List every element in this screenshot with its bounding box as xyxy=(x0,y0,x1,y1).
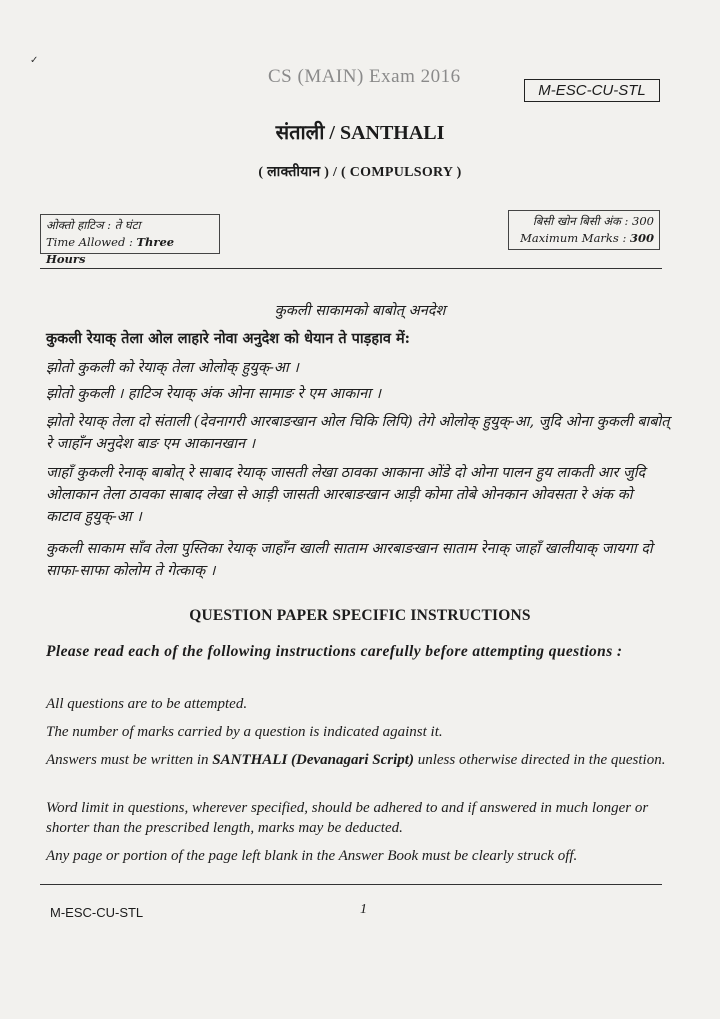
hindi-instruction-3: झोतो रेयाक् तेला दो संताली (देवनागरी आरबाङखान ओल चिकि लिपि) तेगे ओलोक् हुयुक्-आ, जुदि ओना कुकली बाबोत् रे जाहाँन अनुदेश बाङ एम आकानखान । xyxy=(46,414,670,452)
stray-mark: ✓ xyxy=(30,55,39,66)
maximum-marks-box xyxy=(508,210,660,250)
hindi-instruction-2: झोतो कुकली । हाटिञ रेयाक् अंक ओना सामाङ रे एम आकाना । xyxy=(46,386,382,402)
hindi-intro: कुकली रेयाक् तेला ओल लाहारे नोवा अनुदेश को धेयान ते पाड़हाव में: xyxy=(46,330,410,347)
instruction-1: All questions are to be attempted. xyxy=(46,696,248,712)
instructions-lead: Please read each of the following instructions carefully before attempting questions : xyxy=(46,643,623,660)
time-allowed-box xyxy=(40,214,220,266)
maximum-marks-hindi: बिसी खोन बिसी अंक : 300 xyxy=(532,214,654,228)
time-allowed-label: Time Allowed : xyxy=(46,235,137,249)
paper-code-box: M-ESC-CU-STL xyxy=(524,79,660,102)
instruction-3-post: unless otherwise directed in the question. xyxy=(413,752,666,768)
maximum-marks-english xyxy=(514,230,654,247)
footer-paper-code: M-ESC-CU-STL xyxy=(50,905,144,920)
instruction-2: The number of marks carried by a question is indicated against it. xyxy=(46,724,443,740)
instruction-4: Word limit in questions, wherever specified, should be adhered to and if answered in much longer or shorter than the prescribed length, marks may be deducted. xyxy=(46,800,649,836)
maximum-marks-value: 300 xyxy=(629,231,654,245)
instruction-3-pre: Answers must be written in xyxy=(46,752,213,768)
instruction-3 xyxy=(46,750,672,770)
time-allowed-english xyxy=(46,234,214,268)
hindi-instruction-4: जाहाँ कुकली रेनाक् बाबोत् रे साबाद रेयाक् जासती लेखा ठावका आकाना ओंडे दो ओना पालन हुय लाकती आर जुदि ओलाकान तेला ठावका साबाद लेखा से आड़ी जासती आरबाङखान आड़ी कोमा तोबे ओनकान ओवसता रे अंक को काटाव हुयुक्-आ । xyxy=(46,465,646,525)
hindi-instruction-1: झोतो कुकली को रेयाक् तेला ओलोक् हुयुक्-आ । xyxy=(46,360,299,376)
footer-divider xyxy=(40,884,662,885)
instructions-title: QUESTION PAPER SPECIFIC INSTRUCTIONS xyxy=(189,607,531,624)
paper-subtitle: ( लाक्तीयान ) / ( COMPULSORY ) xyxy=(258,165,462,180)
instruction-3-language: SANTHALI (Devanagari Script) xyxy=(212,752,414,768)
time-allowed-hindi: ओक्तो हाटिञ : ते घंटा xyxy=(46,218,141,232)
page-number: 1 xyxy=(360,902,367,917)
hindi-instruction-5: कुकली साकाम साँव तेला पुस्तिका रेयाक् जाहाँन खाली साताम आरबाङखान साताम रेनाक् जाहाँ खालीयाक् जायगा दो साफा-साफा कोलोम ते गेत्काक् । xyxy=(46,541,653,579)
instruction-5: Any page or portion of the page left blank in the Answer Book must be clearly struck off. xyxy=(46,848,578,864)
paper-title: संताली / SANTHALI xyxy=(275,122,445,144)
exam-stamp: CS (MAIN) Exam 2016 xyxy=(268,66,461,87)
maximum-marks-label: Maximum Marks : xyxy=(520,231,630,245)
hindi-instructions-heading: कुकली साकामको बाबोत् अनदेश xyxy=(274,303,446,319)
header-divider xyxy=(40,268,662,269)
time-allowed-value: Three Hours xyxy=(46,235,175,266)
